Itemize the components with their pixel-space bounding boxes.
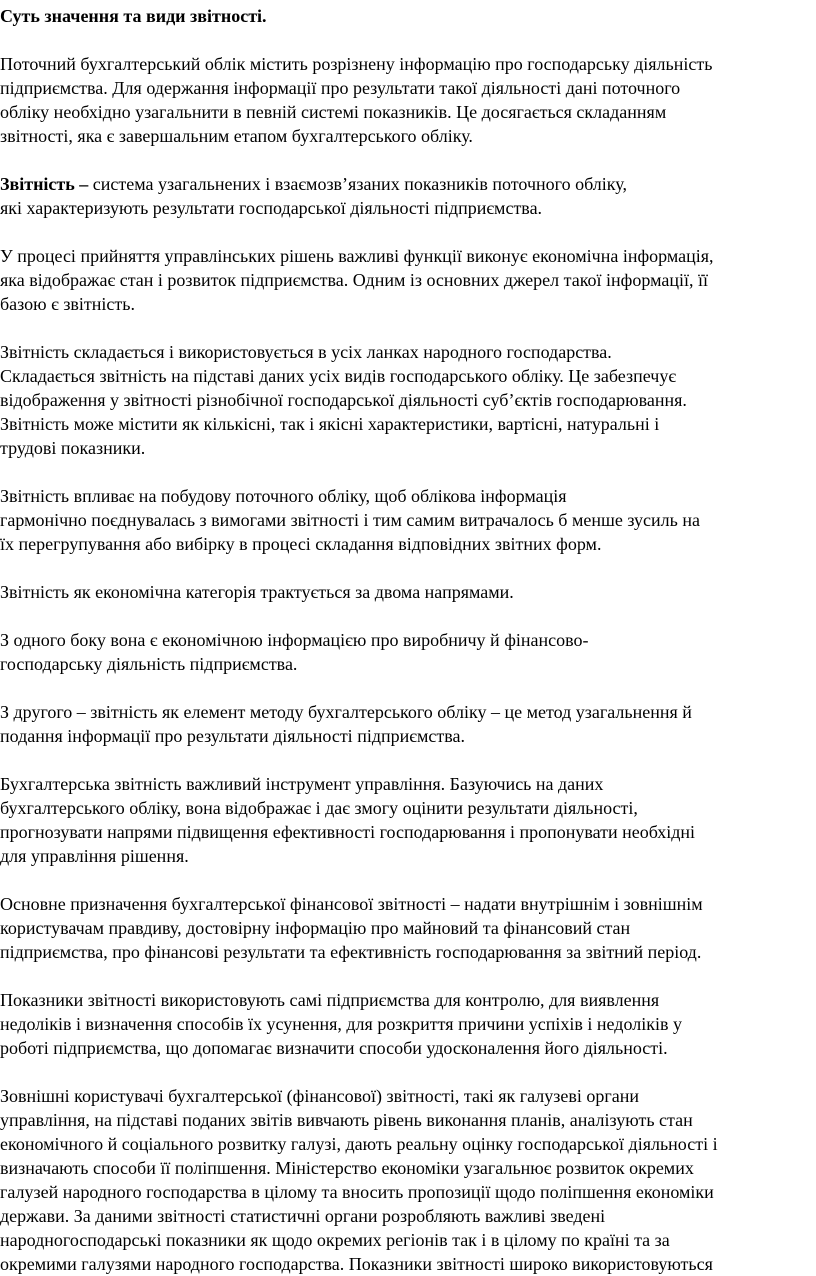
paragraph-instrument [0, 772, 812, 868]
text-line: недоліків і визначення способів їх усунення, для розкриття причини успіхів і недоліків у [0, 1014, 682, 1034]
spacer [0, 28, 812, 52]
text-line: їх перегрупування або вибірку в процесі складання відповідних звітних форм. [0, 534, 602, 554]
paragraph-influence [0, 484, 812, 556]
paragraph-first-aspect [0, 628, 812, 676]
text-line: управління, на підставі поданих звітів вивчають рівень виконання планів, аналізують стан [0, 1110, 693, 1130]
text-line: подання інформації про результати діяльності підприємства. [0, 726, 465, 746]
spacer [0, 964, 812, 988]
spacer [0, 220, 812, 244]
paragraph-intro [0, 52, 812, 148]
definition-text: система узагальнених і взаємозв’язаних показників поточного обліку, [88, 174, 627, 194]
paragraph-external-users [0, 1084, 812, 1276]
text-line: для управління рішення. [0, 846, 189, 866]
paragraph-category [0, 580, 812, 604]
text-line: Звітність впливає на побудову поточного обліку, щоб облікова інформація [0, 486, 567, 506]
document-title: Суть значення та види звітності. [0, 6, 267, 26]
text-line: окремими галузями народного господарства. Показники звітності широко використовуються [0, 1254, 713, 1274]
text-line: народногосподарські показники як щодо окремих регіонів так і в цілому по країні та за [0, 1230, 670, 1250]
text-line: бухгалтерського обліку, вона відображає і дає змогу оцінити результати діяльності, [0, 798, 638, 818]
text-line: звітності, яка є завершальним етапом бухгалтерського обліку. [0, 126, 473, 146]
text-line: які характеризують результати господарської діяльності підприємства. [0, 198, 543, 218]
text-line: Звітність складається і використовується в усіх ланках народного господарства. [0, 342, 612, 362]
spacer [0, 604, 812, 628]
text-line: Зовнішні користувачі бухгалтерської (фінансової) звітності, такі як галузеві органи [0, 1086, 639, 1106]
spacer [0, 148, 812, 172]
text-line: підприємства, про фінансові результати та ефективність господарювання за звітний період. [0, 942, 702, 962]
text-line: Бухгалтерська звітність важливий інструмент управління. Базуючись на даних [0, 774, 604, 794]
text-line: З одного боку вона є економічною інформацією про виробничу й фінансово- [0, 630, 589, 650]
text-line: базою є звітність. [0, 294, 135, 314]
definition-term: Звітність – [0, 174, 89, 194]
text-line: трудові показники. [0, 438, 146, 458]
text-line: визначають способи її поліпшення. Міністерство економіки узагальнює розвиток окремих [0, 1158, 694, 1178]
text-line: економічного й соціального розвитку галузі, дають реальну оцінку господарської діяльності і [0, 1134, 718, 1154]
paragraph-second-aspect [0, 700, 812, 748]
text-line: галузей народного господарства в цілому та вносить пропозиції щодо поліпшення економіки [0, 1182, 714, 1202]
text-line: яка відображає стан і розвиток підприємства. Одним із основних джерел такої інформації, її [0, 270, 708, 290]
text-line [0, 172, 812, 196]
text-line: підприємства. Для одержання інформації про результати такої діяльності дані поточного [0, 78, 681, 98]
spacer [0, 316, 812, 340]
spacer [0, 676, 812, 700]
text-line: Звітність як економічна категорія трактується за двома напрямами. [0, 582, 514, 602]
text-line: роботі підприємства, що допомагає визначити способи удосконалення його діяльності. [0, 1038, 668, 1058]
text-line: відображення у звітності різнобічної господарської діяльності суб’єктів господарювання. [0, 390, 687, 410]
paragraph-management [0, 244, 812, 316]
paragraph-definition [0, 172, 812, 220]
spacer [0, 868, 812, 892]
text-line: обліку необхідно узагальнити в певній системі показників. Це досягається складанням [0, 102, 667, 122]
text-line: Показники звітності використовують самі підприємства для контролю, для виявлення [0, 990, 660, 1010]
spacer [0, 1060, 812, 1084]
text-line: прогнозувати напрями підвищення ефективності господарювання і пропонувати необхідні [0, 822, 696, 842]
paragraph-purpose [0, 892, 812, 964]
text-line: У процесі прийняття управлінських рішень важливі функції виконує економічна інформація, [0, 246, 714, 266]
text-line: Основне призначення бухгалтерської фінансової звітності – надати внутрішнім і зовнішнім [0, 894, 703, 914]
text-line: держави. За даними звітності статистичні органи розробляють важливі зведені [0, 1206, 606, 1226]
text-line: Поточний бухгалтерський облік містить розрізнену інформацію про господарську діяльність [0, 54, 713, 74]
spacer [0, 556, 812, 580]
text-line: З другого – звітність як елемент методу бухгалтерського обліку – це метод узагальнення й [0, 702, 692, 722]
paragraph-composition [0, 340, 812, 460]
text-line: Звітність може містити як кількісні, так і якісні характеристики, вартісні, натуральні і [0, 414, 660, 434]
paragraph-internal-users [0, 988, 812, 1060]
spacer [0, 460, 812, 484]
text-line: Складається звітність на підставі даних усіх видів господарського обліку. Це забезпечує [0, 366, 677, 386]
text-line: господарську діяльність підприємства. [0, 654, 298, 674]
spacer [0, 748, 812, 772]
text-line: гармонічно поєднувалась з вимогами звітності і тим самим витрачалось б менше зусиль на [0, 510, 700, 530]
text-line: користувачам правдиву, достовірну інформацію про майновий та фінансовий стан [0, 918, 631, 938]
